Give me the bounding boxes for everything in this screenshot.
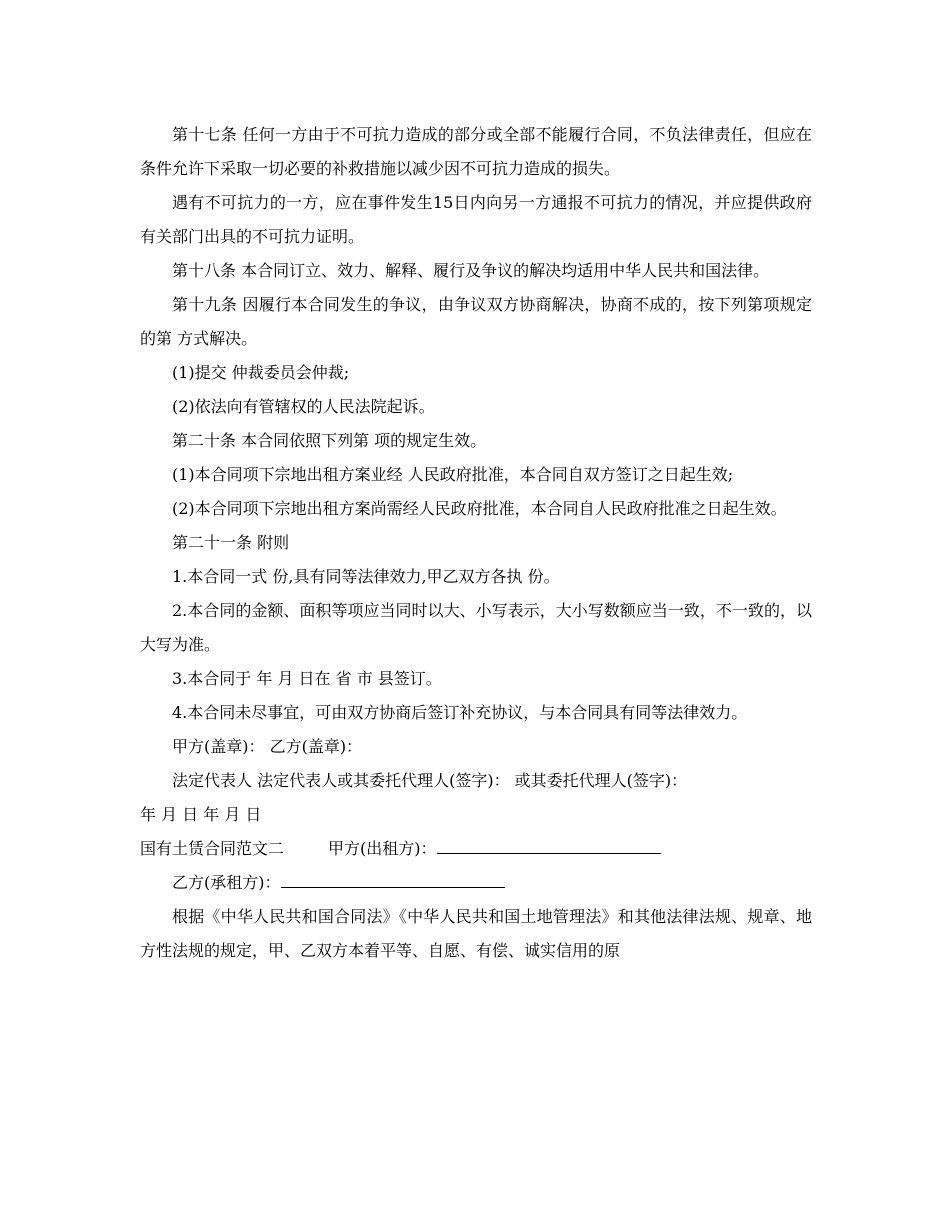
paragraph-effective-1: (1)本合同项下宗地出租方案业经 人民政府批准，本合同自双方签订之日起生效; [172, 465, 734, 484]
paragraph-signing-place: 3.本合同于 年 月 日在 省 市 县签订。 [172, 669, 442, 688]
party-a-blank [437, 835, 661, 854]
paragraph-article-18: 第十八条 本合同订立、效力、解释、履行及争议的解决均适用中华人民共和国法律。 [172, 261, 770, 280]
second-contract-title: 国有土赁合同范文二 [140, 839, 285, 858]
paragraph-litigation: (2)依法向有管辖权的人民法院起诉。 [172, 397, 435, 416]
second-contract-header [140, 832, 812, 866]
paragraph-amounts: 2.本合同的金额、面积等项应当同时以大、小写表示，大小写数额应当一致，不一致的，以大写为准。 [140, 601, 812, 654]
paragraph-copies: 1.本合同一式 份,具有同等法律效力,甲乙双方各执 份。 [172, 567, 560, 586]
document-page [140, 118, 812, 968]
paragraph-seals: 甲方(盖章)： 乙方(盖章)： [172, 737, 363, 756]
paragraph-effective-2: (2)本合同项下宗地出租方案尚需经人民政府批准，本合同自人民政府批准之日起生效。 [172, 499, 787, 518]
paragraph-article-19: 第十九条 因履行本合同发生的争议，由争议双方协商解决，协商不成的，按下列第项规定的第 方式解决。 [140, 295, 812, 348]
party-b-line [140, 866, 812, 900]
paragraph-force-majeure-notice: 遇有不可抗力的一方，应在事件发生15日内向另一方通报不可抗力的情况，并应提供政府有关部门出具的不可抗力证明。 [140, 193, 812, 246]
date-line: 年 月 日 年 月 日 [140, 805, 262, 824]
paragraph-representatives: 法定代表人 法定代表人或其委托代理人(签字)： 或其委托代理人(签字)： [172, 771, 688, 790]
paragraph-article-21: 第二十一条 附则 [172, 533, 290, 552]
paragraph-arbitration: (1)提交 仲裁委员会仲裁; [172, 363, 350, 382]
paragraph-legal-basis: 根据《中华人民共和国合同法》《中华人民共和国土地管理法》和其他法律法规、规章、地方性法规的规定，甲、乙双方本着平等、自愿、有偿、诚实信用的原 [140, 907, 812, 960]
paragraph-supplement: 4.本合同未尽事宜，可由双方协商后签订补充协议，与本合同具有同等法律效力。 [172, 703, 748, 722]
paragraph-article-17: 第十七条 任何一方由于不可抗力造成的部分或全部不能履行合同，不负法律责任，但应在条件允许下采取一切必要的补救措施以减少因不可抗力造成的损失。 [140, 125, 812, 178]
paragraph-article-20: 第二十条 本合同依照下列第 项的规定生效。 [172, 431, 487, 450]
party-a-label: 甲方(出租方)： [328, 839, 437, 858]
party-b-blank [281, 869, 505, 888]
party-b-label: 乙方(承租方)： [172, 873, 281, 892]
